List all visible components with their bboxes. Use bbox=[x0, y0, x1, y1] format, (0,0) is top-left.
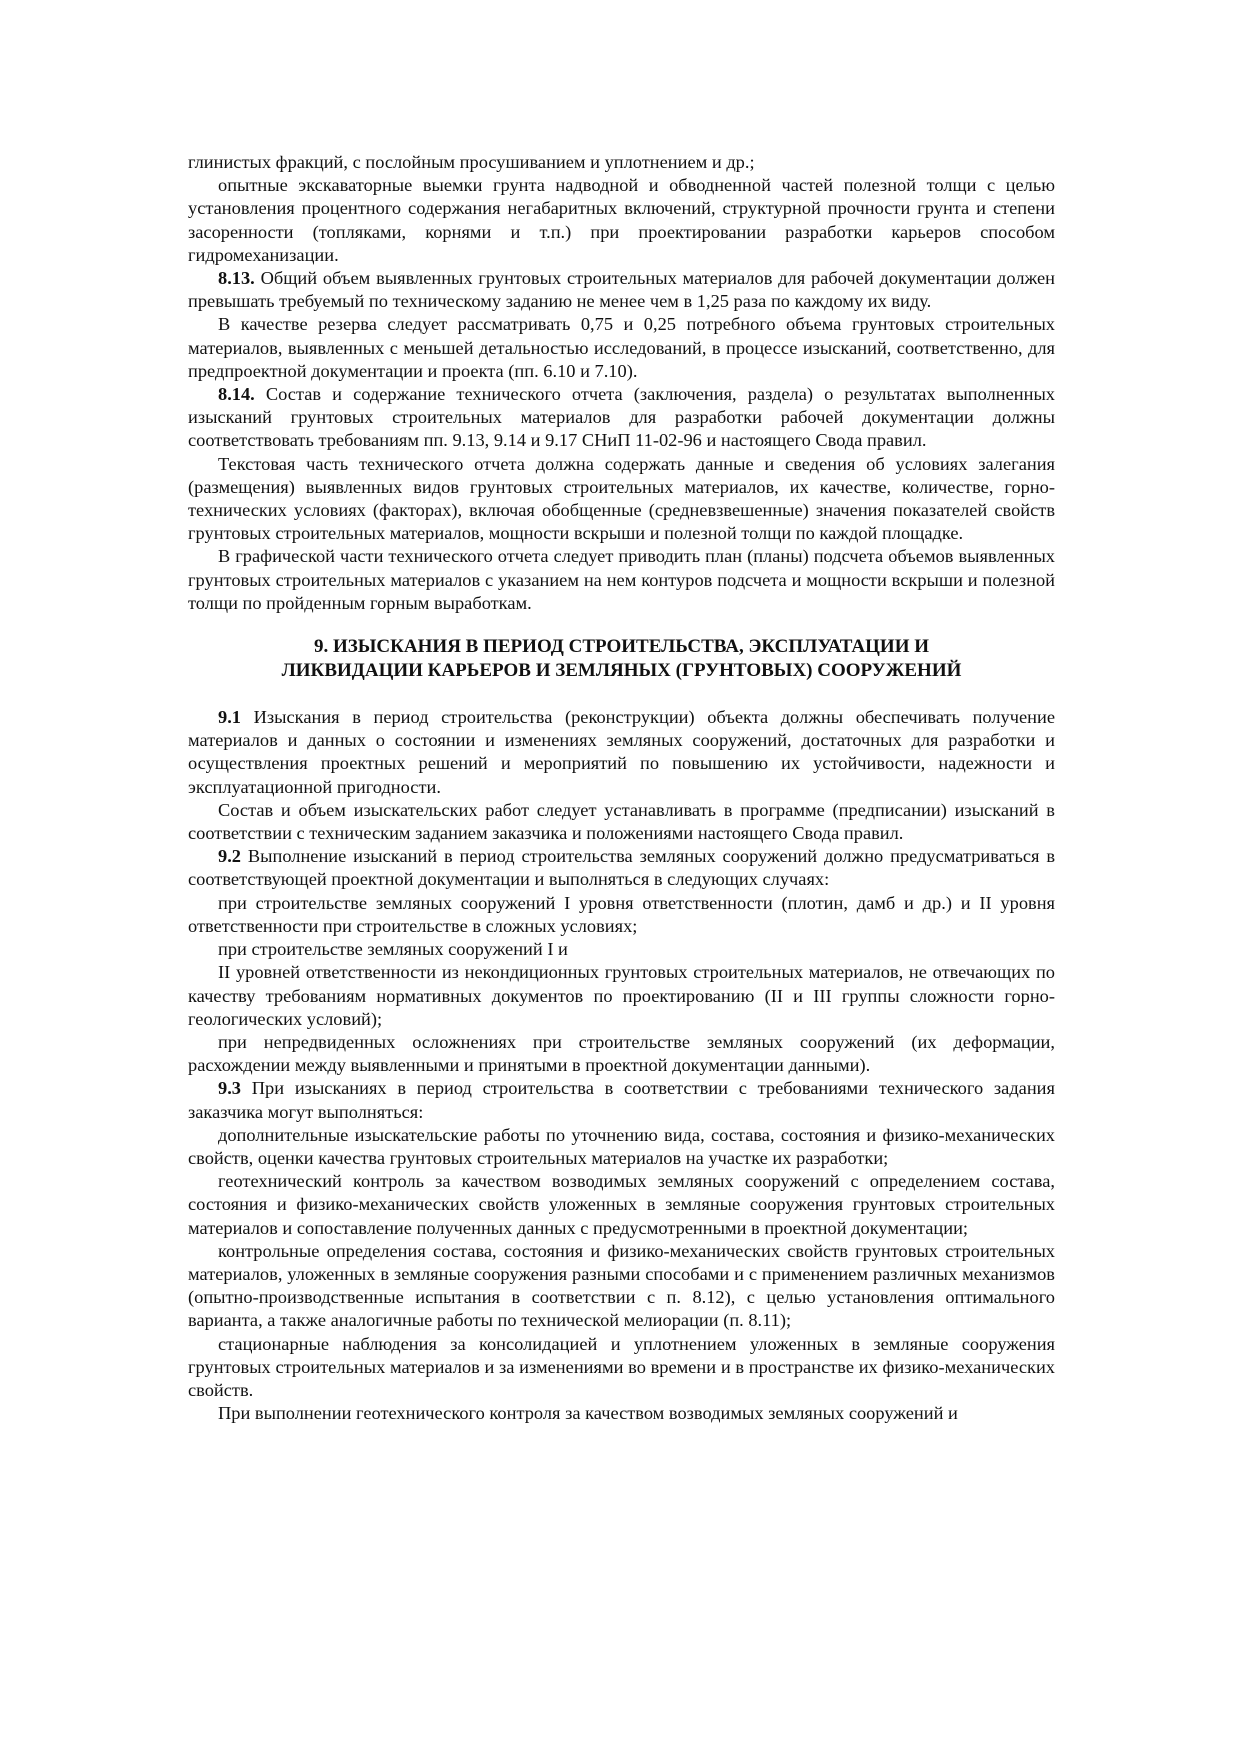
paragraph-text: при строительстве земляных сооружений I уровня ответственности (плотин, дамб и др.) и II уровня ответственности при строительстве в сложных условиях; bbox=[188, 892, 1055, 936]
paragraph-text: Общий объем выявленных грунтовых строительных материалов для рабочей документации должен превышать требуемый по техническому заданию не менее чем в 1,25 раза по каждому их виду. bbox=[188, 268, 1055, 312]
paragraph-text: стационарные наблюдения за консолидацией и уплотнением уложенных в земляные сооружения грунтовых строительных материалов и за изменениями во времени и в пространстве их физико-механических свойств. bbox=[188, 1333, 1055, 1400]
paragraph-text: геотехнический контроль за качеством возводимых земляных сооружений с определением состава, состояния и физико-механических свойств уложенных в земляные сооружения грунтовых строительных материалов и сопоставление полученных данных с предусмотренными в проектной документации; bbox=[188, 1171, 1055, 1238]
paragraph-text: глинистых фракций, с послойным просушиванием и уплотнением и др.; bbox=[188, 152, 755, 172]
paragraph bbox=[188, 1240, 1055, 1333]
heading-line-2: ЛИКВИДАЦИИ КАРЬЕРОВ И ЗЕМЛЯНЫХ (ГРУНТОВЫХ) СООРУЖЕНИЙ bbox=[281, 660, 962, 682]
paragraph bbox=[188, 1124, 1055, 1170]
heading-line-1: 9. ИЗЫСКАНИЯ В ПЕРИОД СТРОИТЕЛЬСТВА, ЭКСПЛУАТАЦИИ И bbox=[313, 636, 930, 658]
paragraph-text: Состав и содержание технического отчета (заключения, раздела) о результатах выполненных изысканий грунтовых строительных материалов для разработки рабочей документации должны соответствовать требованиям пп. 9.13, 9.14 и 9.17 СНиП 11-02-96 и настоящего Свода правил. bbox=[188, 384, 1055, 451]
paragraph-text: Текстовая часть технического отчета должна содержать данные и сведения об условиях залегания (размещения) выявленных видов грунтовых строительных материалов, их качестве, количестве, горно-технических условиях (факторах), включая обобщенные (средневзвешенные) значения показателей свойств грунтовых строительных материалов, мощности вскрыши и полезной толщи по каждой площадке. bbox=[188, 453, 1055, 544]
paragraph-text: Выполнение изысканий в период строительства земляных сооружений должно предусматриваться в соответствующей проектной документации и выполняться в следующих случаях: bbox=[188, 846, 1055, 890]
paragraph-text: опытные экскаваторные выемки грунта надводной и обводненной частей полезной толщи с целью установления процентного содержания негабаритных включений, структурной прочности грунта и степени засоренности (топляками, корнями и т.п.) при проектировании разработки карьеров способом гидромеханизации. bbox=[188, 175, 1055, 265]
paragraph bbox=[188, 267, 1055, 313]
clause-number: 9.1 bbox=[218, 707, 241, 728]
clause-number: 8.14. bbox=[218, 384, 255, 405]
paragraph bbox=[188, 151, 1055, 174]
paragraph bbox=[188, 1077, 1055, 1123]
paragraph bbox=[188, 1170, 1055, 1240]
paragraph bbox=[188, 1333, 1055, 1403]
paragraph-text: контрольные определения состава, состояния и физико-механических свойств грунтовых строительных материалов, уложенных в земляные сооружения разными способами и с применением различных механизмов (опытно-производственные испытания в соответствии с п. 8.12), с целью установления оптимального варианта, а также аналогичные работы по технической мелиорации (п. 8.11); bbox=[188, 1240, 1055, 1331]
paragraph bbox=[188, 174, 1055, 267]
paragraph bbox=[188, 453, 1055, 546]
paragraph-text: при непредвиденных осложнениях при строительстве земляных сооружений (их деформации, расхождении между выявленными и принятыми в проектной документации данными). bbox=[188, 1031, 1055, 1076]
section-8-continuation bbox=[188, 151, 1055, 615]
paragraph-text: II уровней ответственности из некондиционных грунтовых строительных материалов, не отвечающих по качеству требованиям нормативных документов по проектированию (II и III группы сложности горно-геологических условий); bbox=[188, 962, 1055, 1029]
paragraph-text: При выполнении геотехнического контроля за качеством возводимых земляных сооружений и bbox=[218, 1403, 958, 1424]
paragraph bbox=[188, 313, 1055, 383]
clause-number: 8.13. bbox=[218, 268, 255, 289]
paragraph bbox=[188, 706, 1055, 799]
paragraph bbox=[188, 1402, 1055, 1425]
paragraph bbox=[188, 845, 1055, 891]
section-9-heading bbox=[188, 635, 1055, 683]
paragraph-text: Состав и объем изыскательских работ следует устанавливать в программе (предписании) изысканий в соответствии с техническим заданием заказчика и положениями настоящего Свода правил. bbox=[188, 799, 1055, 844]
paragraph-text: В графической части технического отчета следует приводить план (планы) подсчета объемов выявленных грунтовых строительных материалов с указанием на нем контуров подсчета и мощности вскрыши и полезной толщи по пройденным горным выработкам. bbox=[188, 546, 1055, 613]
clause-number: 9.3 bbox=[218, 1078, 241, 1099]
paragraph-text: дополнительные изыскательские работы по уточнению вида, состава, состояния и физико-механических свойств, оценки качества грунтовых строительных материалов на участке их разработки; bbox=[188, 1124, 1055, 1168]
paragraph-text: В качестве резерва следует рассматривать 0,75 и 0,25 потребного объема грунтовых строительных материалов, выявленных с меньшей детальностью исследований, в процессе изысканий, соответственно, для предпроектной документации и проекта (пп. 6.10 и 7.10). bbox=[188, 314, 1055, 381]
paragraph bbox=[188, 1031, 1055, 1077]
paragraph-text: Изыскания в период строительства (реконструкции) объекта должны обеспечивать получение материалов и данных о состоянии и изменениях земляных сооружений, достаточных для разработки и осуществления проектных решений и мероприятий по повышению их устойчивости, надежности и эксплуатационной пригодности. bbox=[188, 707, 1055, 797]
paragraph bbox=[188, 799, 1055, 845]
paragraph-text: При изысканиях в период строительства в соответствии с требованиями технического задания заказчика могут выполняться: bbox=[188, 1078, 1055, 1122]
paragraph bbox=[188, 938, 1055, 961]
paragraph bbox=[188, 961, 1055, 1031]
clause-number: 9.2 bbox=[218, 846, 241, 867]
paragraph bbox=[188, 383, 1055, 453]
paragraph-text: при строительстве земляных сооружений I и bbox=[218, 939, 568, 960]
paragraph bbox=[188, 892, 1055, 938]
paragraph bbox=[188, 545, 1055, 615]
section-9-body bbox=[188, 706, 1055, 1425]
